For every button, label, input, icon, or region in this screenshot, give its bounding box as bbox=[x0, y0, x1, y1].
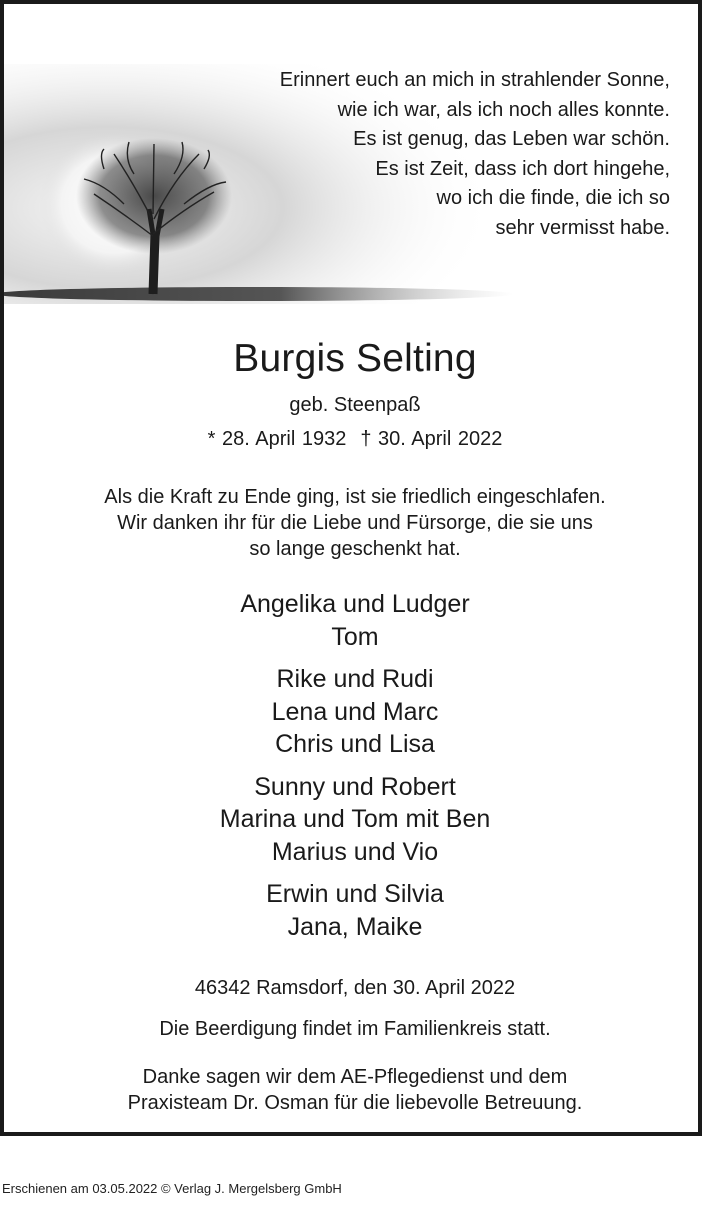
poem-line: sehr vermisst habe. bbox=[495, 216, 670, 239]
place-date: 46342 Ramsdorf, den 30. April 2022 bbox=[194, 977, 516, 999]
mourner-name: Chris und Lisa bbox=[275, 730, 435, 758]
death-date: † 30. April 2022 bbox=[360, 428, 503, 450]
header-image bbox=[4, 4, 698, 309]
mourner-name: Sunny und Robert bbox=[254, 772, 456, 801]
family-group bbox=[4, 771, 706, 869]
birth-date: * 28. April 1932 bbox=[207, 428, 347, 450]
mourner-name: Marina und Tom mit Ben bbox=[219, 805, 491, 833]
deceased-name: Burgis Selting bbox=[233, 337, 477, 380]
message-line: Wir danken ihr für die Liebe und Fürsorge, die sie uns bbox=[117, 512, 593, 534]
mourner-name: Erwin und Silvia bbox=[266, 880, 444, 908]
poem bbox=[280, 66, 670, 244]
poem-line: Es ist genug, das Leben war schön. bbox=[353, 128, 670, 151]
thanks-note bbox=[4, 1064, 706, 1116]
ground-line bbox=[4, 287, 514, 301]
mourner-name: Rike und Rudi bbox=[276, 665, 434, 693]
funeral-note: Die Beerdigung findet im Familienkreis statt. bbox=[159, 1018, 551, 1040]
family-group bbox=[4, 588, 706, 653]
poem-line: Erinnert euch an mich in strahlender Sonne, bbox=[279, 69, 670, 91]
message-line: so lange geschenkt hat. bbox=[249, 538, 461, 560]
mourners-list bbox=[4, 588, 706, 953]
publication-footer: Erschienen am 03.05.2022 © Verlag J. Mergelsberg GmbH bbox=[2, 1181, 342, 1196]
mourner-name: Lena und Marc bbox=[271, 697, 439, 726]
poem-line: wie ich war, als ich noch alles konnte. bbox=[337, 98, 670, 121]
thanks-line: Danke sagen wir dem AE-Pflegedienst und dem bbox=[142, 1066, 568, 1088]
family-group bbox=[4, 878, 706, 943]
mourner-name: Marius und Vio bbox=[271, 837, 439, 866]
message-line: Als die Kraft zu Ende ging, ist sie friedlich eingeschlafen. bbox=[104, 486, 606, 508]
poem-line: wo ich die finde, die ich so bbox=[436, 187, 670, 210]
life-dates bbox=[4, 428, 706, 451]
mourner-name: Angelika und Ludger bbox=[240, 590, 470, 618]
mourner-name: Tom bbox=[331, 622, 379, 651]
family-group bbox=[4, 663, 706, 761]
birth-name: geb. Steenpaß bbox=[289, 394, 421, 416]
poem-line: Es ist Zeit, dass ich dort hingehe, bbox=[375, 157, 670, 180]
thanks-line: Praxisteam Dr. Osman für die liebevolle Betreuung. bbox=[127, 1092, 583, 1114]
mourner-name: Jana, Maike bbox=[287, 912, 423, 941]
memorial-message bbox=[4, 484, 706, 562]
